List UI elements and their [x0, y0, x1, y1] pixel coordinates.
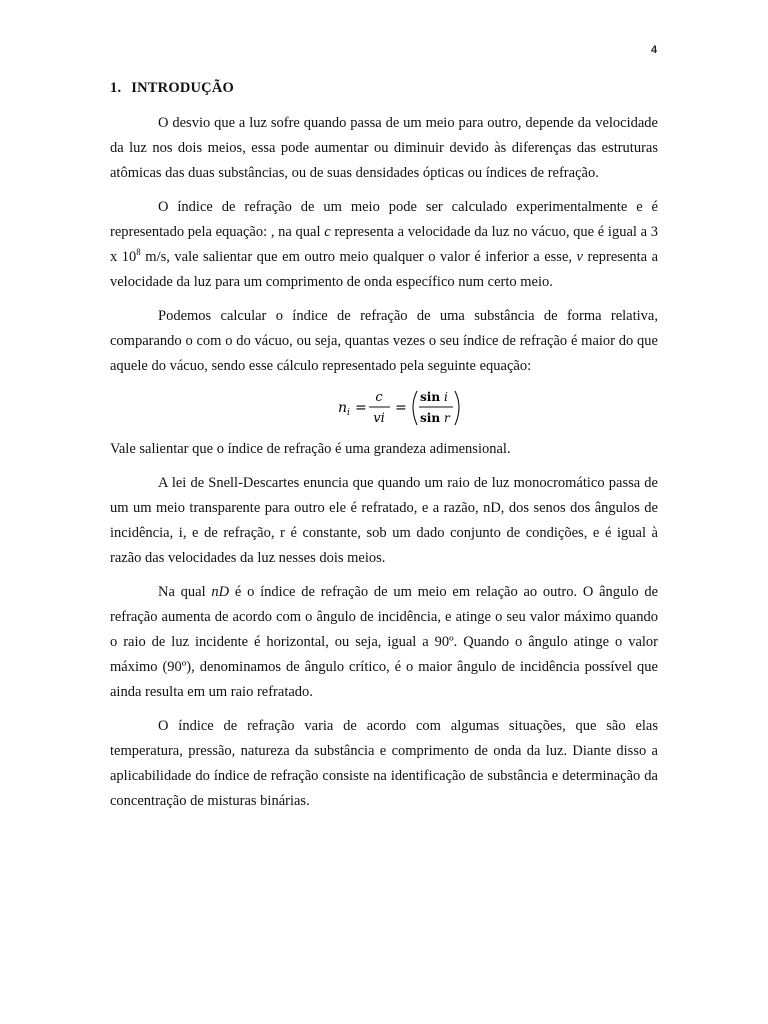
paragraph-3: Podemos calcular o índice de refração de uma substância de forma relativa, comparando o com o do vácuo, ou seja, quantas vezes o seu índice de refração é maior do que aquele do vácuo, sendo esse cálculo representado pela seguinte equação: [110, 308, 658, 374]
section-title: INTRODUÇÃO [131, 80, 234, 96]
equation-graphic [335, 385, 465, 431]
refraction-equation [110, 383, 658, 433]
paragraph-6: Na qual nD é o índice de refração de um meio em relação ao outro. O ângulo de refração aumenta de acordo com o ângulo de incidência, e atinge o seu valor máximo quando o raio de luz incidente é horizontal, ou seja, igual a 90º. Quando o ângulo atinge o valor máximo (90º), denominamos de ângulo crítico, é o maior ângulo de incidência possível que ainda resulta em um raio refratado. [110, 584, 659, 700]
eq-frac1-num: c [375, 390, 383, 405]
eq-frac2-den-var: r [444, 411, 450, 425]
eq-right-paren [455, 391, 459, 425]
eq-frac2-num-fn: sin [420, 390, 441, 404]
eq-frac2-num-var: i [444, 390, 448, 404]
document-body [110, 80, 658, 823]
eq-frac2-den-fn: sin [420, 411, 441, 425]
paragraph-2: O índice de refração de um meio pode ser calculado experimentalmente e é representado pela equação: , na qual c representa a velocidade da luz no vácuo, que é igual a 3 x $10^8$ m/s, vale salientar que em outro meio qualquer o valor é inferior a esse, v representa a velocidade da luz para um comprimento de onda específico num certo meio. [110, 199, 659, 290]
section-heading [110, 80, 658, 97]
var-nd: nD [211, 584, 230, 600]
paragraph-7: O índice de refração varia de acordo com algumas situações, que são elas temperatura, pressão, natureza da substância e comprimento de onda da luz. Diante disso a aplicabilidade do índice de refração consiste na identificação de substância e determinação da concentração de misturas binárias. [110, 718, 658, 809]
eq-lhs: n [338, 400, 348, 416]
eq-equals-2: = [395, 400, 407, 416]
eq-frac1-den: vi [373, 411, 385, 426]
page-number: 4 [651, 44, 658, 56]
section-number: 1. [110, 80, 122, 96]
exponent: 8 [136, 247, 141, 257]
var-v: v [576, 249, 583, 265]
eq-lhs-sub: i [347, 408, 350, 418]
paragraph-4: Vale salientar que o índice de refração é uma grandeza adimensional. [110, 441, 511, 457]
eq-equals-1: = [355, 400, 367, 416]
eq-left-paren [413, 391, 417, 425]
paragraph-1: O desvio que a luz sofre quando passa de um meio para outro, depende da velocidade da luz nos dois meios, essa pode aumentar ou diminuir devido às diferenças das estruturas atômicas das duas substâncias, ou de suas densidades ópticas ou índices de refração. [110, 115, 658, 181]
paragraph-5: A lei de Snell-Descartes enuncia que quando um raio de luz monocromático passa de um um meio transparente para outro ele é refratado, e a razão, nD, dos senos dos ângulos de incidência, i, e de refração, r é constante, sob um dado conjunto de condições, e é igual à razão das velocidades da luz nesses dois meios. [110, 475, 658, 566]
var-c: c [324, 224, 331, 240]
